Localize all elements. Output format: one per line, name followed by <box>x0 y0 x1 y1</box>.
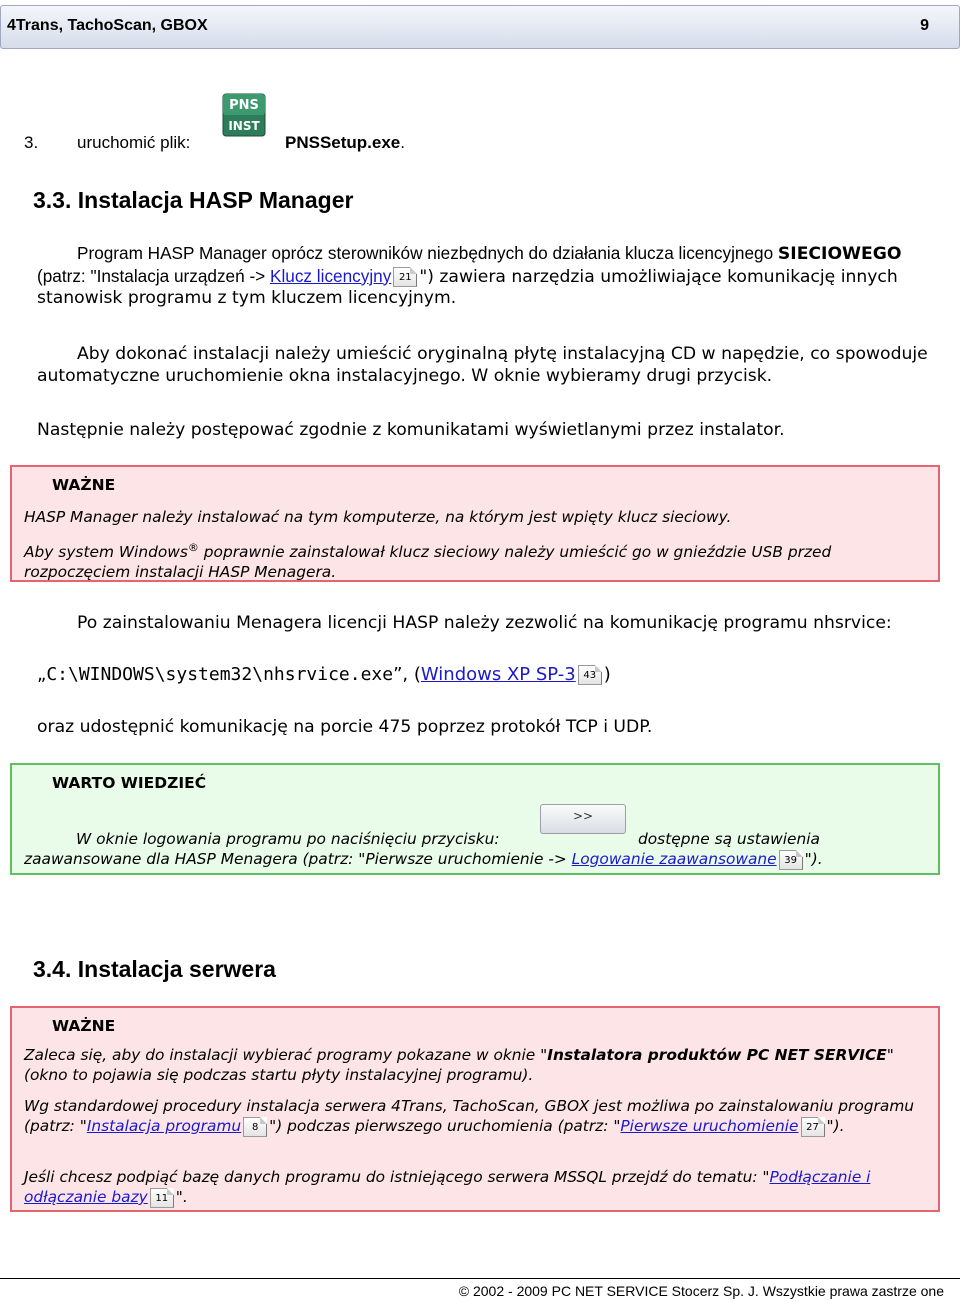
page-ref-badge[interactable]: 39 <box>779 850 803 870</box>
step-3 <box>24 133 191 153</box>
allow-nhsrvice-paragraph: Po zainstalowaniu Menagera licencji HASP należy zezwolić na komunikację programu nhsrvice: <box>77 613 892 633</box>
important-line-2: Aby system Windows® poprawnie zainstalował klucz sieciowy należy umieścić go w gnieździe USB przed rozpoczęciem instalacji HASP Menagera. <box>24 541 832 582</box>
important-line-2: Wg standardowej procedury instalacja serwera 4Trans, TachoScan, GBOX jest możliwa po zainstalowaniu programu (patrz: "Instalacja programu 8 ") podczas pierwszego uruchomienia (patrz: "Pierwsze uruchomienie 27 "). <box>24 1097 915 1135</box>
important-title: WAŻNE <box>52 476 116 494</box>
important-line-3: Jeśli chcesz podpiąć bazę danych programu do istniejącego serwera MSSQL przejdź do tematu: "Podłączanie i odłączanie bazy 11 ". <box>24 1168 871 1206</box>
page-header <box>0 5 960 49</box>
know-text-b: dostępne są ustawienia <box>638 830 820 848</box>
cd-install-paragraph: Aby dokonać instalacji należy umieścić oryginalną płytę instalacyjną CD w napędzie, co spowoduje automatyczne uruchomienie okna instalacyjnego. W oknie wybieramy drugi przycisk. <box>37 344 928 386</box>
good-to-know-box <box>10 763 940 875</box>
icon-text-top: PNS <box>229 98 259 113</box>
nhsrvice-path-line: „C:\WINDOWS\system32\nhsrvice.exe”, (Windows XP SP-3 43 ) <box>37 664 611 685</box>
page-ref-badge[interactable]: 11 <box>150 1188 174 1208</box>
important-line-1: HASP Manager należy instalować na tym komputerze, na którym jest wpięty klucz sieciowy. <box>24 508 732 526</box>
important-box-hasp <box>10 465 940 582</box>
important-title: WAŻNE <box>52 1017 116 1035</box>
copyright: © 2002 - 2009 PC NET SERVICE Stocerz Sp. J. Wszystkie prawa zastrze one <box>458 1283 944 1299</box>
hasp-intro-paragraph: Program HASP Manager oprócz sterowników niezbędnych do działania klucza licencyjnego SIECIOWEGO (patrz: "Instalacja urządzeń -> Klucz licencyjny 21 ") zawiera narzędzia umożliwiające komunikację innych stanowisk programu z tym kluczem licencyjnym. <box>37 243 902 308</box>
page-ref-badge[interactable]: 21 <box>393 267 417 287</box>
step-label: uruchomić plik: <box>77 133 191 152</box>
advanced-expand-button[interactable]: >> <box>540 804 626 834</box>
heading-server-install: 3.4. Instalacja serwera <box>33 956 276 982</box>
link-windows-xp-sp3[interactable]: Windows XP SP-3 <box>420 664 576 685</box>
page-footer <box>0 1278 960 1299</box>
setup-filename: PNSSetup.exe. <box>285 133 405 152</box>
nhsrvice-path: C:\WINDOWS\system32\nhsrvice.exe <box>46 664 394 685</box>
link-klucz-licencyjny[interactable]: Klucz licencyjny <box>270 265 392 286</box>
good-to-know-title: WARTO WIEDZIEĆ <box>52 774 207 792</box>
pns-inst-icon <box>222 93 266 137</box>
icon-text-bottom: INST <box>228 119 260 133</box>
link-instalacja-programu[interactable]: Instalacja programu <box>86 1117 242 1135</box>
link-logowanie-zaawansowane[interactable]: Logowanie zaawansowane <box>571 850 777 868</box>
follow-instructions-paragraph: Następnie należy postępować zgodnie z komunikatami wyświetlanymi przez instalator. <box>37 420 785 440</box>
page-ref-badge[interactable]: 27 <box>801 1117 825 1137</box>
link-pierwsze-uruchomienie[interactable]: Pierwsze uruchomienie <box>620 1117 799 1135</box>
port-paragraph: oraz udostępnić komunikację na porcie 475 poprzez protokół TCP i UDP. <box>37 717 653 737</box>
step-number: 3. <box>24 133 39 152</box>
page-ref-badge[interactable]: 8 <box>243 1117 267 1137</box>
page-ref-badge[interactable]: 43 <box>578 665 602 685</box>
important-line-1: Zaleca się, aby do instalacji wybierać programy pokazane w oknie "Instalatora produktów PC NET SERVICE" (okno to pojawia się podczas startu płyty instalacyjnej programu). <box>24 1046 894 1084</box>
page-number: 9 <box>920 17 929 34</box>
important-box-server <box>10 1006 940 1212</box>
link-podlaczanie-bazy[interactable]: Podłączanie i odłączanie bazy <box>24 1168 871 1206</box>
know-text-a: W oknie logowania programu po naciśnięciu przycisku: <box>76 830 500 848</box>
header-title: 4Trans, TachoScan, GBOX <box>7 17 208 34</box>
know-text-c: zaawansowane dla HASP Menagera (patrz: "Pierwsze uruchomienie -> Logowanie zaawansowane 39 "). <box>24 850 823 868</box>
heading-hasp-manager: 3.3. Instalacja HASP Manager <box>33 187 354 213</box>
